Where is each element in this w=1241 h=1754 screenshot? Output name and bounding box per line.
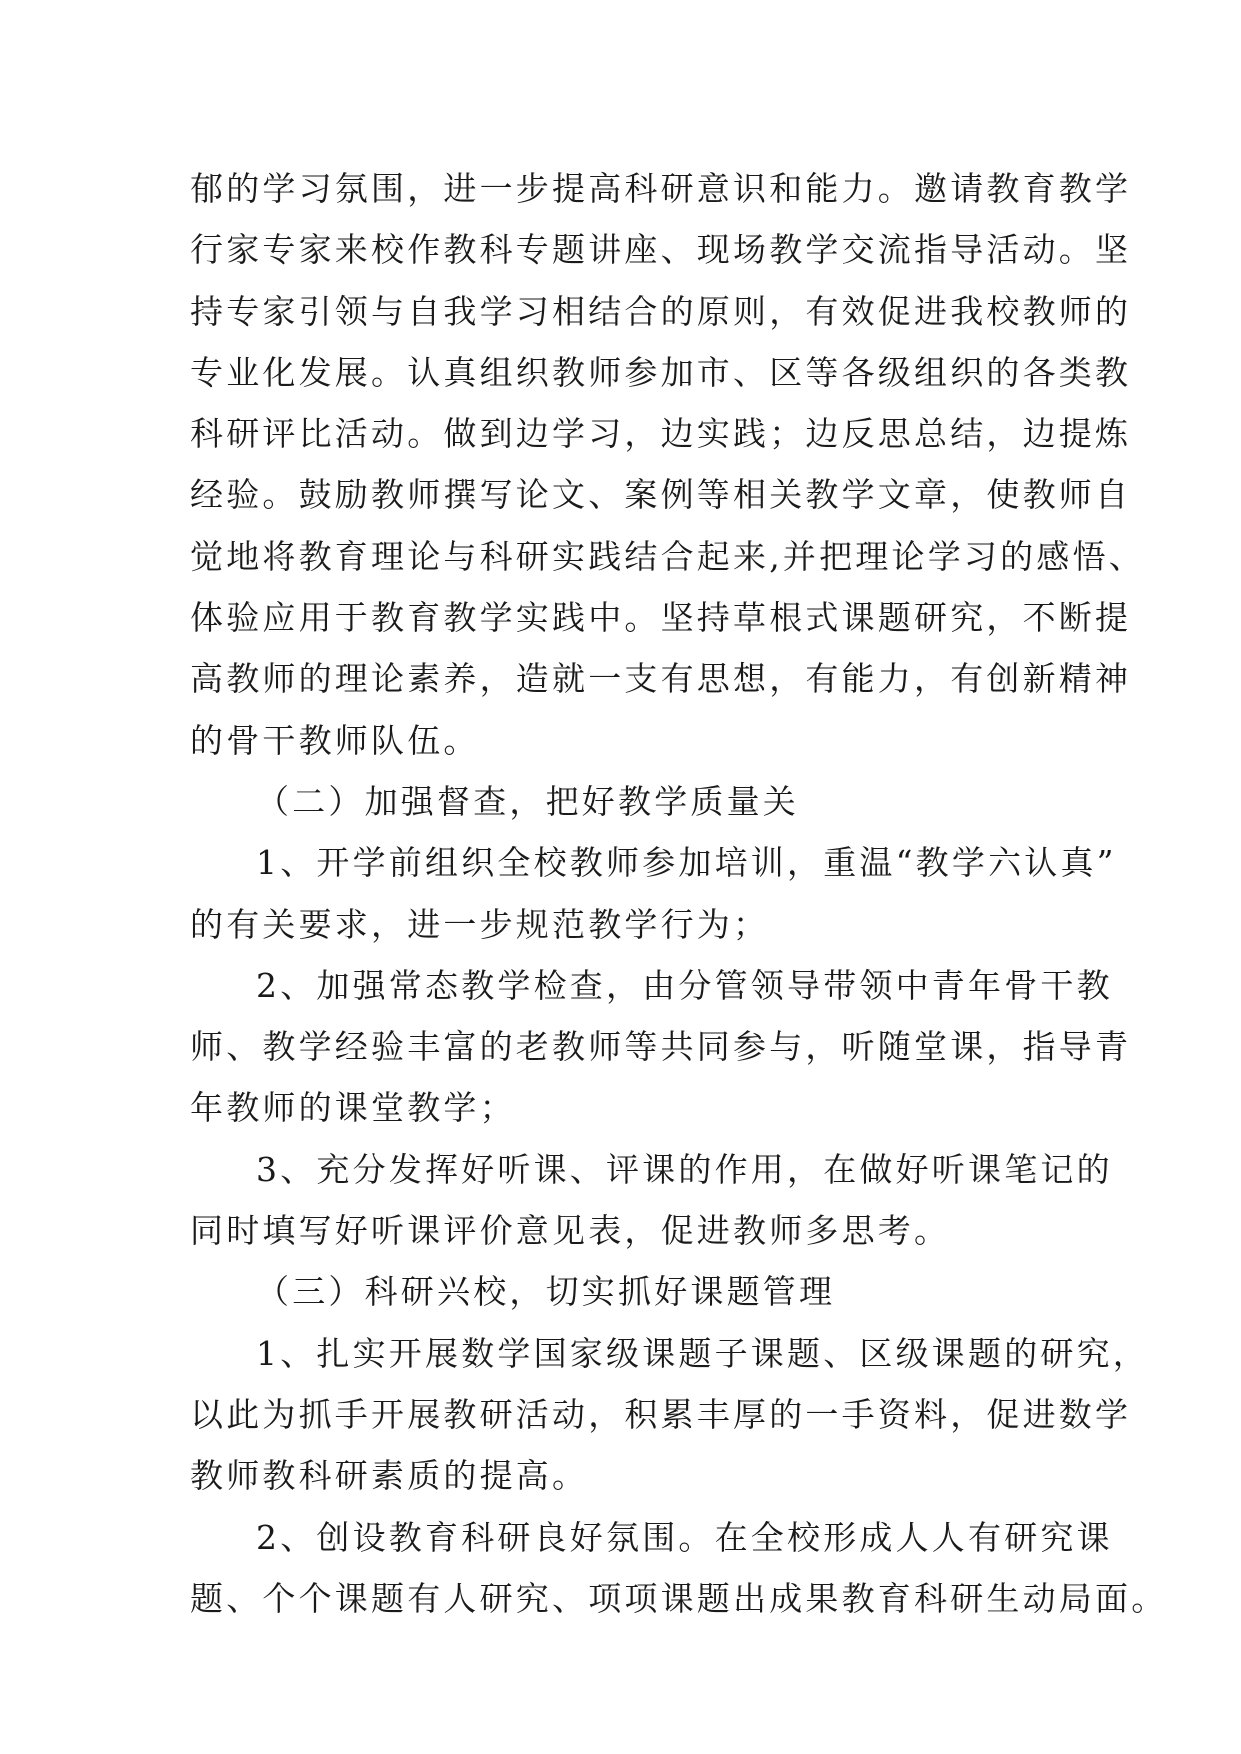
list-item-text: 2、创设教育科研良好氛围。在全校形成人人有研究课: [256, 1517, 1113, 1557]
text-line: 高教师的理论素养，造就一支有思想，有能力，有创新精神: [190, 659, 1132, 699]
list-item-text: 2、加强常态教学检查，由分管领导带领中青年骨干教: [256, 965, 1113, 1005]
text-line: 专业化发展。认真组织教师参加市、区等各级组织的各类教: [190, 352, 1132, 392]
text-line: 的有关要求，进一步规范教学行为；: [190, 904, 770, 944]
text-line: 行家专家来校作教科专题讲座、现场教学交流指导活动。坚: [190, 230, 1132, 270]
text-line: 年教师的课堂教学；: [190, 1088, 516, 1128]
text-line: 师、教学经验丰富的老教师等共同参与，听随堂课，指导青: [190, 1027, 1132, 1067]
text-line: 题、个个课题有人研究、项项课题出成果教育科研生动局面。: [190, 1578, 1168, 1618]
document-body: [190, 158, 1168, 1629]
text-line: 科研评比活动。做到边学习，边实践；边反思总结，边提炼: [190, 414, 1132, 454]
text-line: 以此为抓手开展教研活动，积累丰厚的一手资料，促进数学: [190, 1394, 1132, 1434]
text-line: 教师教科研素质的提高。: [190, 1456, 589, 1496]
text-line: 的骨干教师队伍。: [190, 720, 480, 760]
text-line: 持专家引领与自我学习相结合的原则，有效促进我校教师的: [190, 291, 1132, 331]
text-line: 体验应用于教育教学实践中。坚持草根式课题研究，不断提: [190, 598, 1132, 638]
list-item-text: 1、扎实开展数学国家级课题子课题、区级课题的研究，: [256, 1333, 1149, 1373]
text-line: 经验。鼓励教师撰写论文、案例等相关教学文章，使教师自: [190, 475, 1132, 515]
list-item-text: 3、充分发挥好听课、评课的作用，在做好听课笔记的: [256, 1149, 1113, 1189]
text-line: 觉地将教育理论与科研实践结合起来,并把理论学习的感悟、: [190, 536, 1145, 576]
section-heading: （二）加强督查，把好教学质量关: [256, 781, 799, 821]
text-line: 郁的学习氛围，进一步提高科研意识和能力。邀请教育教学: [190, 169, 1132, 208]
text-line: 同时填写好听课评价意见表，促进教师多思考。: [190, 1211, 951, 1251]
list-item-text: 1、开学前组织全校教师参加培训，重温“教学六认真”: [256, 843, 1117, 883]
section-heading: （三）科研兴校，切实抓好课题管理: [256, 1272, 836, 1312]
